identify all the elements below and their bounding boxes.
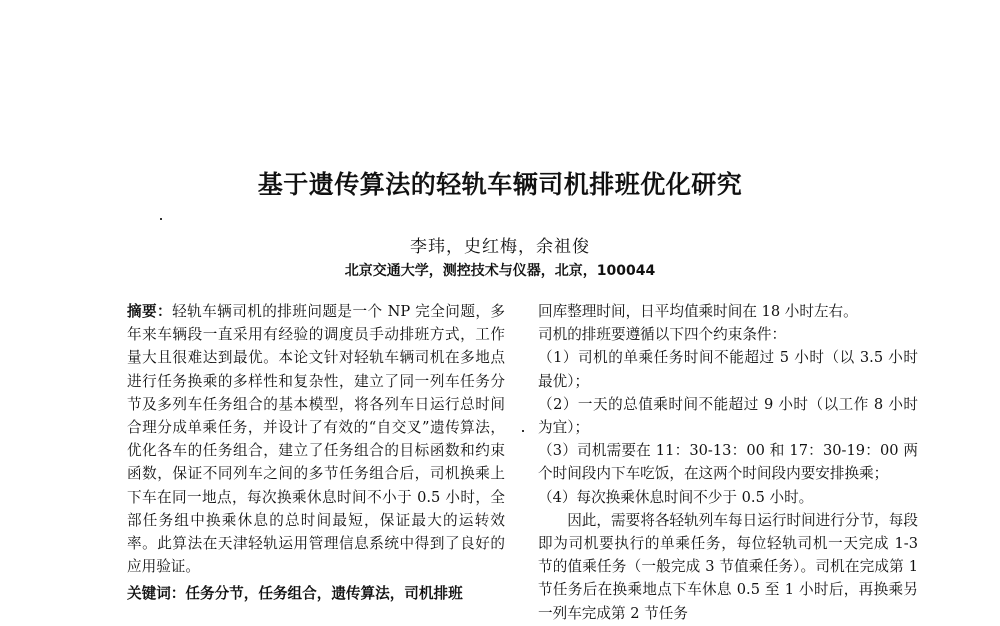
body-column-right [538,300,918,625]
constraint-item: （2）一天的总值乘时间不能超过 9 小时（以工作 8 小时为宜）； [538,395,918,437]
constraint-item: （4）每次换乘休息时间不少于 0.5 小时。 [538,488,814,506]
paper-affiliation: 北京交通大学，测控技术与仪器，北京，100044 [344,263,656,279]
paper-title: 基于遗传算法的轻轨车辆司机排班优化研究 [257,170,743,199]
constraint-item: （3）司机需要在 11：30-13：00 和 17：30-19：00 两个时间段内下车吃饭，在这两个时间段内要安排换乘； [538,442,918,483]
paper-authors: 李玮，史红梅，余祖俊 [410,237,590,257]
abstract-column [127,300,505,606]
abstract-paragraph [127,300,505,578]
body-paragraph: 因此，需要将各轻轨列车每日运行时间进行分节，每段即为司机要执行的单乘任务，每位轻轨司机一天完成 1-3 节的值乘任务（一般完成 3 节值乘任务）。司机在完成第 1 节任务后在换乘地点下车休息 0.5 至 1 小时后，再换乘另一列车完成第 2 节任务 [538,511,918,622]
abstract-text: 轻轨车辆司机的排班问题是一个 NP 完全问题，多年来车辆段一直采用有经验的调度员手动排班方式，工作量大且很难达到最优。本论文针对轻轨车辆司机在多地点进行任务换乘的多样性和复杂性，建立了同一列车任务分节及多列车任务组合的基本模型，将各列车日运行总时间合理分成单乘任务，并设计了有效的“自交叉”遗传算法，优化各车的任务组合，建立了任务组合的目标函数和约束函数，保证不同列车之间的多节任务组合后，司机换乘上下车在同一地点，每次换乘休息时间不小于 0.5 小时，全部任务组中换乘休息的总时间最短，保证最大的运转效率。此算法在天津轻轨运用管理信息系统中得到了良好的应用验证。 [127,303,505,576]
body-line: 回库整理时间，日平均值乘时间在 18 小时左右。 [538,303,858,320]
keywords-line: 关键词：任务分节，任务组合，遗传算法，司机排班 [127,585,463,603]
body-line: 司机的排班要遵循以下四个约束条件： [538,326,787,344]
abstract-label: 摘要： [127,303,173,320]
constraint-item: （1）司机的单乘任务时间不能超过 5 小时（以 3.5 小时最优）； [538,349,918,390]
scan-speck [160,218,162,220]
scan-speck [522,430,524,432]
